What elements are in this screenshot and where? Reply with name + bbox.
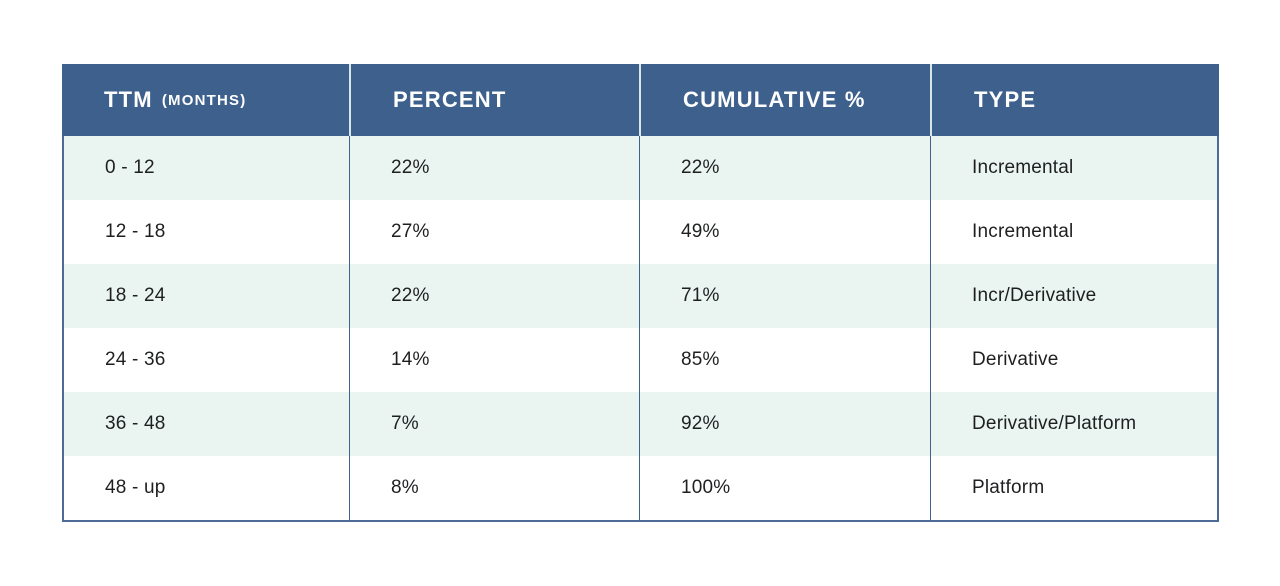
cell-cumulative: 49% xyxy=(639,200,930,264)
table-row-0-12 xyxy=(64,136,1217,200)
cell-percent: 8% xyxy=(349,456,639,520)
table-row-18-24 xyxy=(64,264,1217,328)
header-cell-ttm-months xyxy=(62,64,349,136)
table-header-row xyxy=(62,64,1219,136)
cell-type: Incr/Derivative xyxy=(930,264,1217,328)
header-ttm-label: TTM xyxy=(104,87,153,112)
header-cell-type xyxy=(930,64,1219,136)
header-percent-label: PERCENT xyxy=(393,87,507,112)
cell-type: Derivative/Platform xyxy=(930,392,1217,456)
cell-cumulative: 100% xyxy=(639,456,930,520)
cell-cumulative: 71% xyxy=(639,264,930,328)
table-row-24-36 xyxy=(64,328,1217,392)
cell-percent: 7% xyxy=(349,392,639,456)
table-row-48-up xyxy=(64,456,1217,520)
cell-type: Platform xyxy=(930,456,1217,520)
cell-type: Incremental xyxy=(930,136,1217,200)
header-months-sublabel: (MONTHS) xyxy=(161,91,247,109)
cell-cumulative: 22% xyxy=(639,136,930,200)
cell-percent: 22% xyxy=(349,264,639,328)
cell-ttm: 18 - 24 xyxy=(105,285,166,306)
table-body xyxy=(62,136,1219,522)
cell-cumulative: 85% xyxy=(639,328,930,392)
table-row-36-48 xyxy=(64,392,1217,456)
header-cell-percent xyxy=(349,64,639,136)
header-cumulative-label: CUMULATIVE % xyxy=(683,87,866,112)
header-type-label: TYPE xyxy=(974,87,1037,112)
cell-type: Derivative xyxy=(930,328,1217,392)
cell-type: Incremental xyxy=(930,200,1217,264)
table-row-12-18 xyxy=(64,200,1217,264)
cell-percent: 14% xyxy=(349,328,639,392)
cell-ttm: 36 - 48 xyxy=(105,413,166,434)
cell-ttm: 0 - 12 xyxy=(105,157,155,178)
cell-ttm: 12 - 18 xyxy=(105,221,166,242)
cell-ttm: 24 - 36 xyxy=(105,349,166,370)
header-cell-cumulative xyxy=(639,64,930,136)
cell-cumulative: 92% xyxy=(639,392,930,456)
cell-ttm: 48 - up xyxy=(105,477,166,498)
ttm-distribution-table xyxy=(62,64,1219,522)
cell-percent: 22% xyxy=(349,136,639,200)
cell-percent: 27% xyxy=(349,200,639,264)
